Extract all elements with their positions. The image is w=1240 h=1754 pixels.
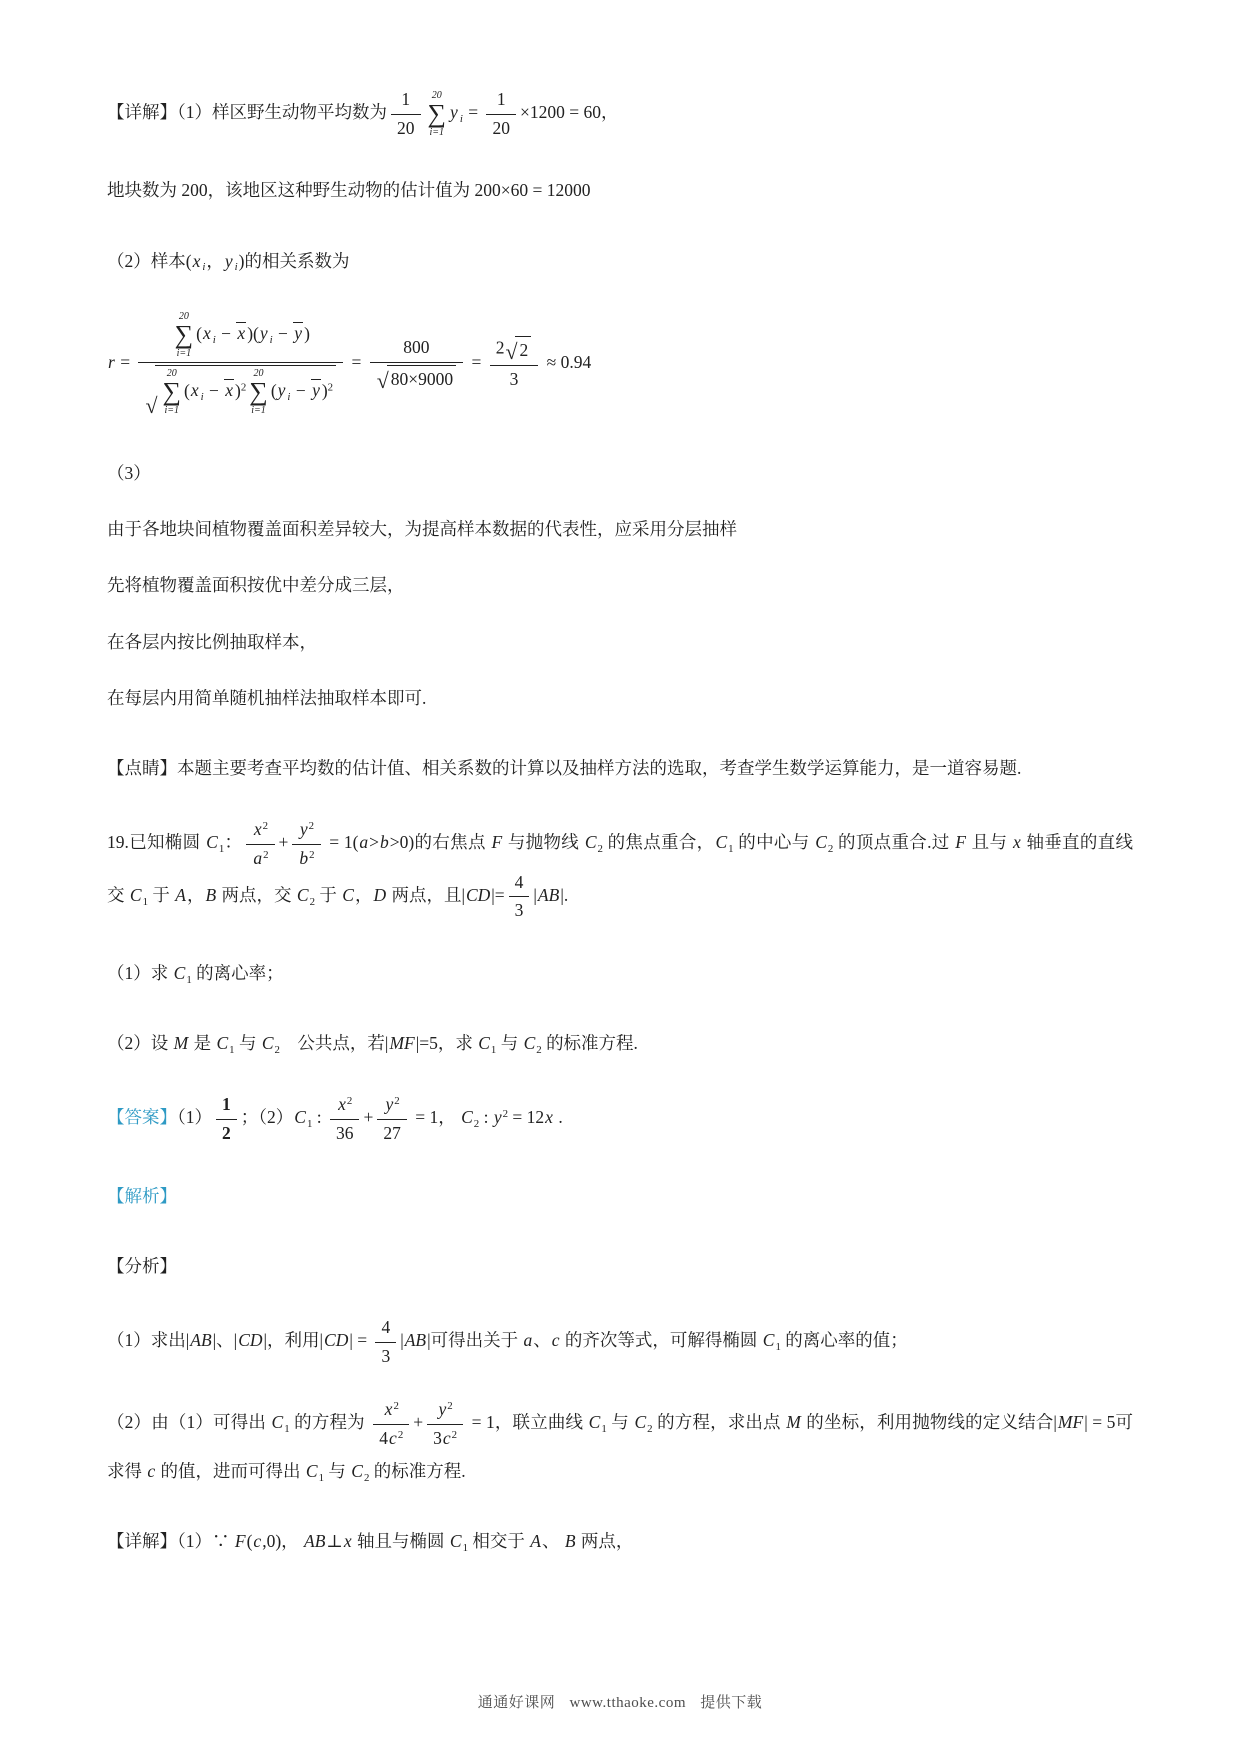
paragraph-part3-label: （3） bbox=[107, 462, 151, 483]
fraction: $\frac{y^2}{27}$ bbox=[377, 1093, 407, 1145]
mean-overline: y bbox=[312, 380, 320, 401]
formula-correlation-coefficient: r = 20 ∑ i=1 (x $_i$ − x )(y $_i$ − y ) √ 20 ∑ i=1 (x $_i$ − x )$^2$ 20 ∑ i=1 (y $_i$ − y )$^2$ = 800 √ 80×9000 = 2 √ 2 3 ≈ 0.94 bbox=[108, 310, 592, 418]
summation: 20 ∑ i=1 bbox=[162, 367, 181, 417]
analysis-question-2: （2）由（1）可得出 $C_1$ 的方程为 $\frac{x^2}{4c^2}$ + $\frac{y^2}{3c^2}$ = 1，联立曲线 $C_1$ 与 $C_2$ 的方程，求出点 M 的坐标，利用抛物线的定义结合|MF| = 5可求得 c 的值，进而可得出 $C_1$ 与 $C_2$ 的标准方程. bbox=[107, 1399, 1134, 1484]
fraction: $\frac{1}{20}$ bbox=[486, 88, 516, 140]
footer-suffix: 提供下载 bbox=[700, 1695, 763, 1711]
fraction: $\frac{1}{20}$ bbox=[391, 88, 421, 140]
paragraph-simple-random-step: 在每层内用简单随机抽样法抽取样本即可. bbox=[107, 687, 427, 708]
summation: 20 ∑ i=1 bbox=[174, 310, 194, 360]
problem-19-question-2: （2）设 M 是 $C_1$ 与 $C_2$ 公共点，若|MF|=5，求 $C_1$ 与 $C_2$ 的标准方程. bbox=[107, 1033, 638, 1056]
paragraph-dianjing-note: 【点睛】本题主要考查平均数的估计值、相关系数的计算以及抽样方法的选取，考查学生数学运算能力，是一道容易题. bbox=[107, 758, 1022, 778]
problem-19-statement: 19.已知椭圆 $C_1$： $\frac{x^2}{a^2}$ + $\frac{y^2}{b^2}$ = 1(a>b>0)的右焦点 F 与抛物线 $C_2$ 的焦点重合，$C_1$ 的中心与 $C_2$ 的顶点重合.过 F 且与 x 轴垂直的直线交 $C_1$ 于 A，B 两点，交 $C_2$ 于 C，D 两点，且|CD|= $\frac{4}{3}$ |AB|. bbox=[107, 818, 1133, 923]
fraction: $\frac{x^2}{4c^2}$ bbox=[373, 1398, 409, 1450]
fraction: $\frac{x^2}{36}$ bbox=[330, 1093, 360, 1145]
mean-overline: y bbox=[294, 323, 303, 344]
summation: 20 ∑ i=1 bbox=[249, 367, 268, 417]
paragraph-proportional-step: 在各层内按比例抽取样本， bbox=[107, 631, 317, 652]
section-label: 【解析】 bbox=[107, 1185, 177, 1206]
fraction: $\frac{4}{3}$ bbox=[509, 871, 530, 923]
page-footer bbox=[0, 1691, 1240, 1712]
fraction: $\frac{y^2}{b^2}$ bbox=[292, 818, 320, 870]
square-root: √ 20 ∑ i=1 (x $_i$ − x )$^2$ 20 ∑ i=1 (y $_i$ − y )$^2$ bbox=[145, 365, 336, 417]
footer-site-name: 通通好课网 bbox=[477, 1695, 556, 1711]
fraction: $\frac{1}{2}$ bbox=[216, 1093, 237, 1145]
footer-url: www.tthaoke.com bbox=[569, 1695, 686, 1711]
analysis-question-1: （1）求出|AB|、|CD|，利用|CD| = $\frac{4}{3}$ |AB|可得出关于 a、c 的齐次等式，可解得椭圆 $C_1$ 的离心率的值； bbox=[107, 1316, 1133, 1368]
fraction: $\frac{x^2}{a^2}$ bbox=[246, 818, 274, 870]
fraction: $\frac{y^2}{3c^2}$ bbox=[427, 1398, 463, 1450]
problem-19-question-1: （1）求 $C_1$ 的离心率； bbox=[107, 962, 284, 986]
label-fenxi: 【分析】 bbox=[107, 1255, 177, 1276]
mean-overline: x bbox=[237, 323, 246, 344]
paragraph-estimate-value: 地块数为 200，该地区这种野生动物的估计值为 200×60 = 12000 bbox=[107, 180, 591, 201]
paragraph-detail-part1: 【详解】（1）样区野生动物平均数为 $\frac{1}{20}$ 20 ∑ i=1 y $_i$ = $\frac{1}{20}$ ×1200 = 60， bbox=[107, 88, 1133, 140]
section-label: 【答案】 bbox=[107, 1107, 177, 1128]
mean-overline: x bbox=[225, 380, 234, 401]
answer-line: 【答案】（1） $\frac{1}{2}$ ；$(2)C_1$ : $\frac{x^2}{36}$ + $\frac{y^2}{27}$ = 1， $C_2$ : $y^2 = 12x$ . bbox=[107, 1093, 1133, 1145]
fraction: 20 ∑ i=1 (x $_i$ − x )(y $_i$ − y ) √ 20 ∑ i=1 (x $_i$ − x )$^2$ 20 ∑ i=1 (y $_i$ − y )$^2$ bbox=[138, 311, 343, 417]
paragraph-stratified-reason: 由于各地块间植物覆盖面积差异较大，为提高样本数据的代表性，应采用分层抽样 bbox=[107, 519, 737, 539]
fraction: 800 √ 80×9000 bbox=[370, 336, 463, 391]
paragraph-detail-19: 【详解】（1）∵ F(c,0)， AB⊥x 轴且与椭圆 $C_1$ 相交于 A、 B 两点， bbox=[107, 1530, 634, 1554]
paragraph-layering-step: 先将植物覆盖面积按优中差分成三层， bbox=[107, 575, 405, 596]
fraction: 2 √ 2 3 bbox=[490, 336, 539, 391]
square-root: √ 80×9000 bbox=[377, 365, 456, 392]
summation: 20 ∑ i=1 bbox=[427, 89, 447, 139]
document-content bbox=[107, 88, 1133, 1561]
fraction: $\frac{4}{3}$ bbox=[375, 1316, 396, 1368]
label-jiexi bbox=[107, 1176, 1133, 1216]
paragraph-sample-intro: （2）样本(x $_i$，y $_i$)的相关系数为 bbox=[107, 250, 350, 274]
square-root: √ 2 bbox=[505, 336, 531, 363]
